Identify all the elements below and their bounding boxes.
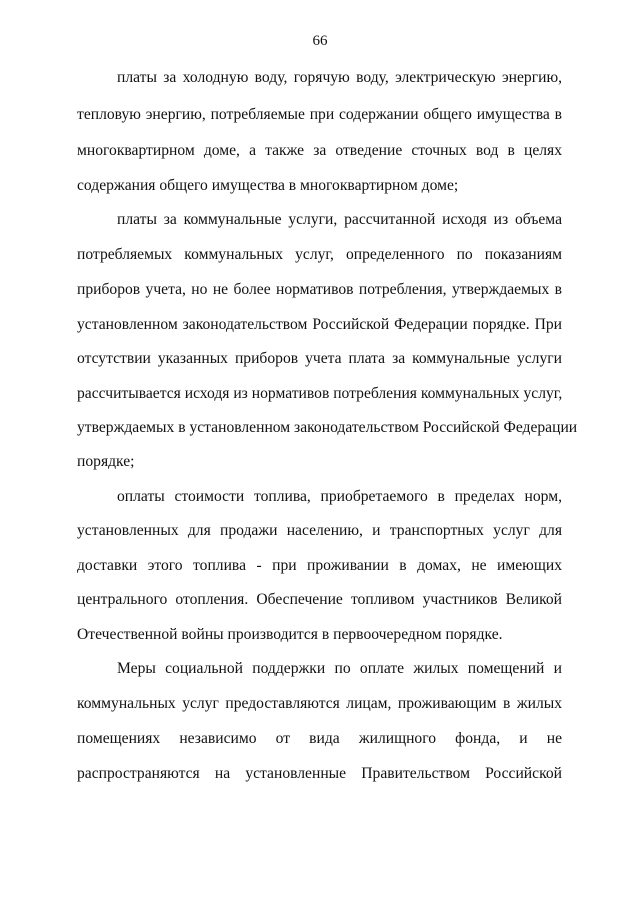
- text-line: приборов учета, но не более нормативов потребления, утверждаемых в: [77, 281, 562, 298]
- text-line: отсутствии указанных приборов учета плата за коммунальные услуги: [77, 350, 562, 367]
- text-line: порядке;: [77, 453, 135, 470]
- text-line: центрального отопления. Обеспечение топливом участников Великой: [77, 591, 562, 608]
- text-line: потребляемых коммунальных услуг, определенного по показаниям: [77, 246, 562, 263]
- text-line: многоквартирном доме, а также за отведение сточных вод в целях: [77, 142, 562, 159]
- text-line: коммунальных услуг предоставляются лицам, проживающим в жилых: [77, 695, 562, 712]
- text-line: доставки этого топлива - при проживании в домах, не имеющих: [77, 557, 562, 574]
- text-line: помещениях независимо от вида жилищного фонда, и не: [77, 730, 562, 747]
- text-line: платы за холодную воду, горячую воду, электрическую энергию,: [117, 69, 562, 86]
- text-line: Меры социальной поддержки по оплате жилых помещений и: [117, 660, 562, 677]
- page-number: 66: [312, 33, 328, 49]
- text-line: утверждаемых в установленном законодательством Российской Федерации: [77, 419, 578, 436]
- text-line: оплаты стоимости топлива, приобретаемого в пределах норм,: [117, 488, 562, 505]
- text-line: установленных для продажи населению, и транспортных услуг для: [77, 522, 562, 539]
- text-line: платы за коммунальные услуги, рассчитанной исходя из объема: [117, 211, 562, 228]
- text-line: Отечественной войны производится в первоочередном порядке.: [77, 626, 503, 643]
- text-line: распространяются на установленные Правительством Российской: [77, 765, 562, 782]
- text-line: тепловую энергию, потребляемые при содержании общего имущества в: [77, 106, 562, 123]
- text-line: содержания общего имущества в многоквартирном доме;: [77, 177, 459, 194]
- text-line: рассчитывается исходя из нормативов потребления коммунальных услуг,: [77, 385, 563, 402]
- text-line: установленном законодательством Российской Федерации порядке. При: [77, 316, 562, 333]
